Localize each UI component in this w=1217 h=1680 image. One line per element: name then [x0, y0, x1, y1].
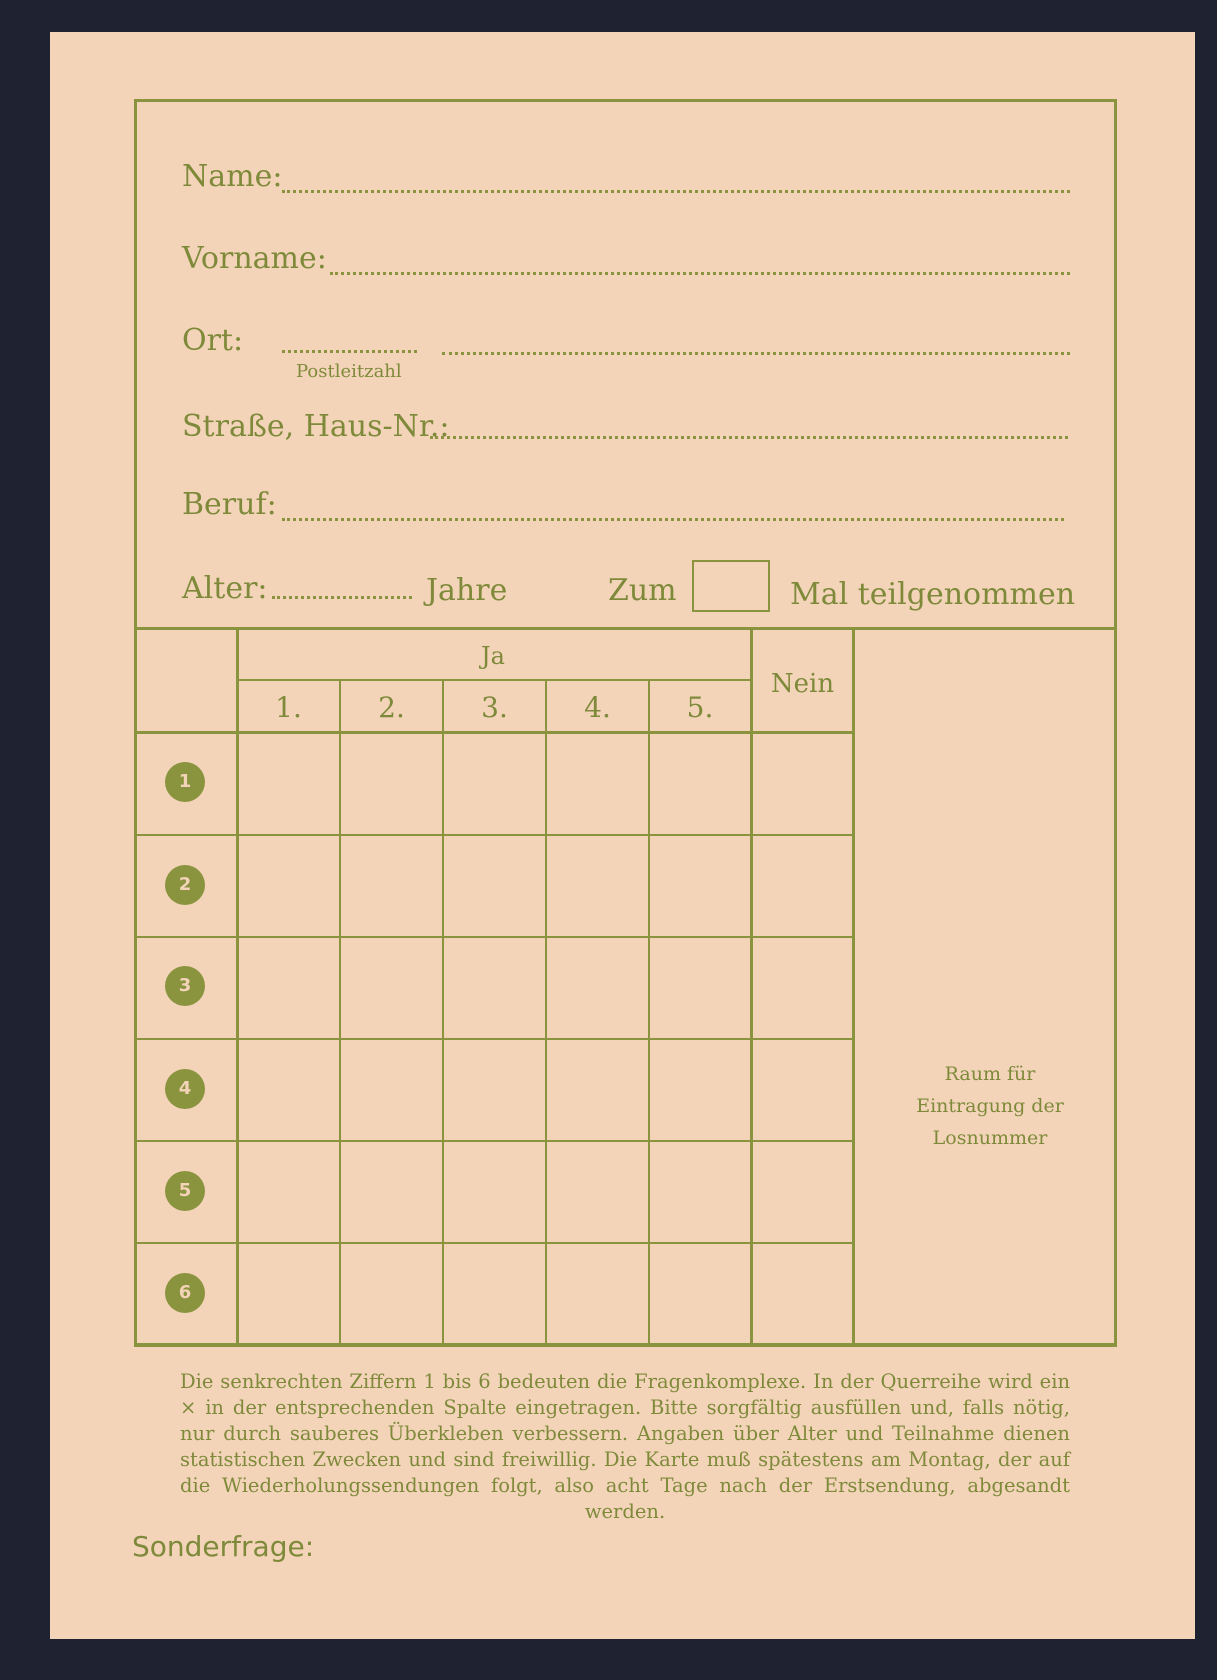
- ort-label: Ort:: [182, 323, 244, 358]
- grid-line-v: [545, 679, 547, 1344]
- row-number-3: 3: [165, 966, 205, 1006]
- row-number-5: 5: [165, 1171, 205, 1211]
- strasse-field[interactable]: [430, 436, 1068, 439]
- column-header-3: 3.: [481, 691, 508, 724]
- column-header-4: 4.: [584, 691, 611, 724]
- strasse-label: Straße, Haus-Nr.:: [182, 409, 450, 444]
- grid-line-v: [852, 627, 855, 1344]
- grid-line-v: [648, 679, 650, 1344]
- beruf-label: Beruf:: [182, 487, 277, 522]
- grid-row-line: [134, 834, 854, 836]
- raum-line-2: Eintragung der: [916, 1095, 1064, 1117]
- alter-field[interactable]: [272, 596, 412, 599]
- beruf-field[interactable]: [282, 518, 1064, 521]
- column-header-5: 5.: [686, 691, 714, 724]
- row-number-2: 2: [165, 865, 205, 905]
- ja-header: Ja: [481, 642, 505, 670]
- raum-line-1: Raum für: [944, 1063, 1036, 1085]
- teilnahme-count-box[interactable]: [692, 560, 770, 612]
- grid-row-line: [134, 1242, 854, 1244]
- grid-header-line: [134, 731, 854, 734]
- name-label: Name:: [182, 159, 283, 194]
- header-divider: [134, 627, 1117, 630]
- grid-row-line: [134, 1140, 854, 1142]
- ja-subheader-line: [236, 679, 750, 681]
- postleitzahl-label: Postleitzahl: [296, 361, 402, 382]
- vorname-field[interactable]: [330, 272, 1070, 275]
- row-number-6: 6: [165, 1273, 205, 1313]
- row-number-1: 1: [165, 762, 205, 802]
- nein-header: Nein: [770, 669, 835, 699]
- note-divider: [134, 1344, 1117, 1347]
- column-header-2: 2.: [378, 691, 405, 724]
- postleitzahl-field[interactable]: [282, 350, 417, 353]
- zum-label: Zum: [608, 573, 677, 608]
- instructions-text: Die senkrechten Ziffern 1 bis 6 bedeuten die Fragenkomplexe. In der Querreihe wird ein × in der entsprechenden Spalte eingetragen. Bitte sorgfältig ausfüllen und, falls nötig, nur durch sauberes Überkleben verbessern. Angaben über Alter und Teilnahme dienen statistischen Zwecken und sind freiwillig. Die Karte muß spätestens am Montag, der auf die Wiederholungssendungen folgt, also acht Tage nach der Erstsendung, abgesandt werden.: [180, 1370, 1070, 1523]
- vorname-label: Vorname:: [182, 241, 327, 276]
- grid-row-line: [134, 936, 854, 938]
- raum-line-3: Losnummer: [932, 1127, 1048, 1149]
- grid-row-line: [134, 1038, 854, 1040]
- losnummer-area-label: [880, 1058, 1100, 1154]
- jahre-label: Jahre: [426, 573, 508, 608]
- column-header-1: 1.: [275, 691, 302, 724]
- name-field[interactable]: [282, 190, 1070, 193]
- grid-line-v: [339, 679, 341, 1344]
- grid-line-v: [442, 679, 444, 1344]
- alter-label: Alter:: [182, 571, 268, 606]
- mal-teilgenommen-label: Mal teilgenommen: [790, 577, 1076, 612]
- sonderfrage-label: Sonderfrage:: [132, 1530, 315, 1563]
- row-number-4: 4: [165, 1069, 205, 1109]
- ort-field[interactable]: [442, 352, 1070, 355]
- grid-line-v: [750, 627, 753, 1344]
- grid-line-v: [236, 627, 239, 1344]
